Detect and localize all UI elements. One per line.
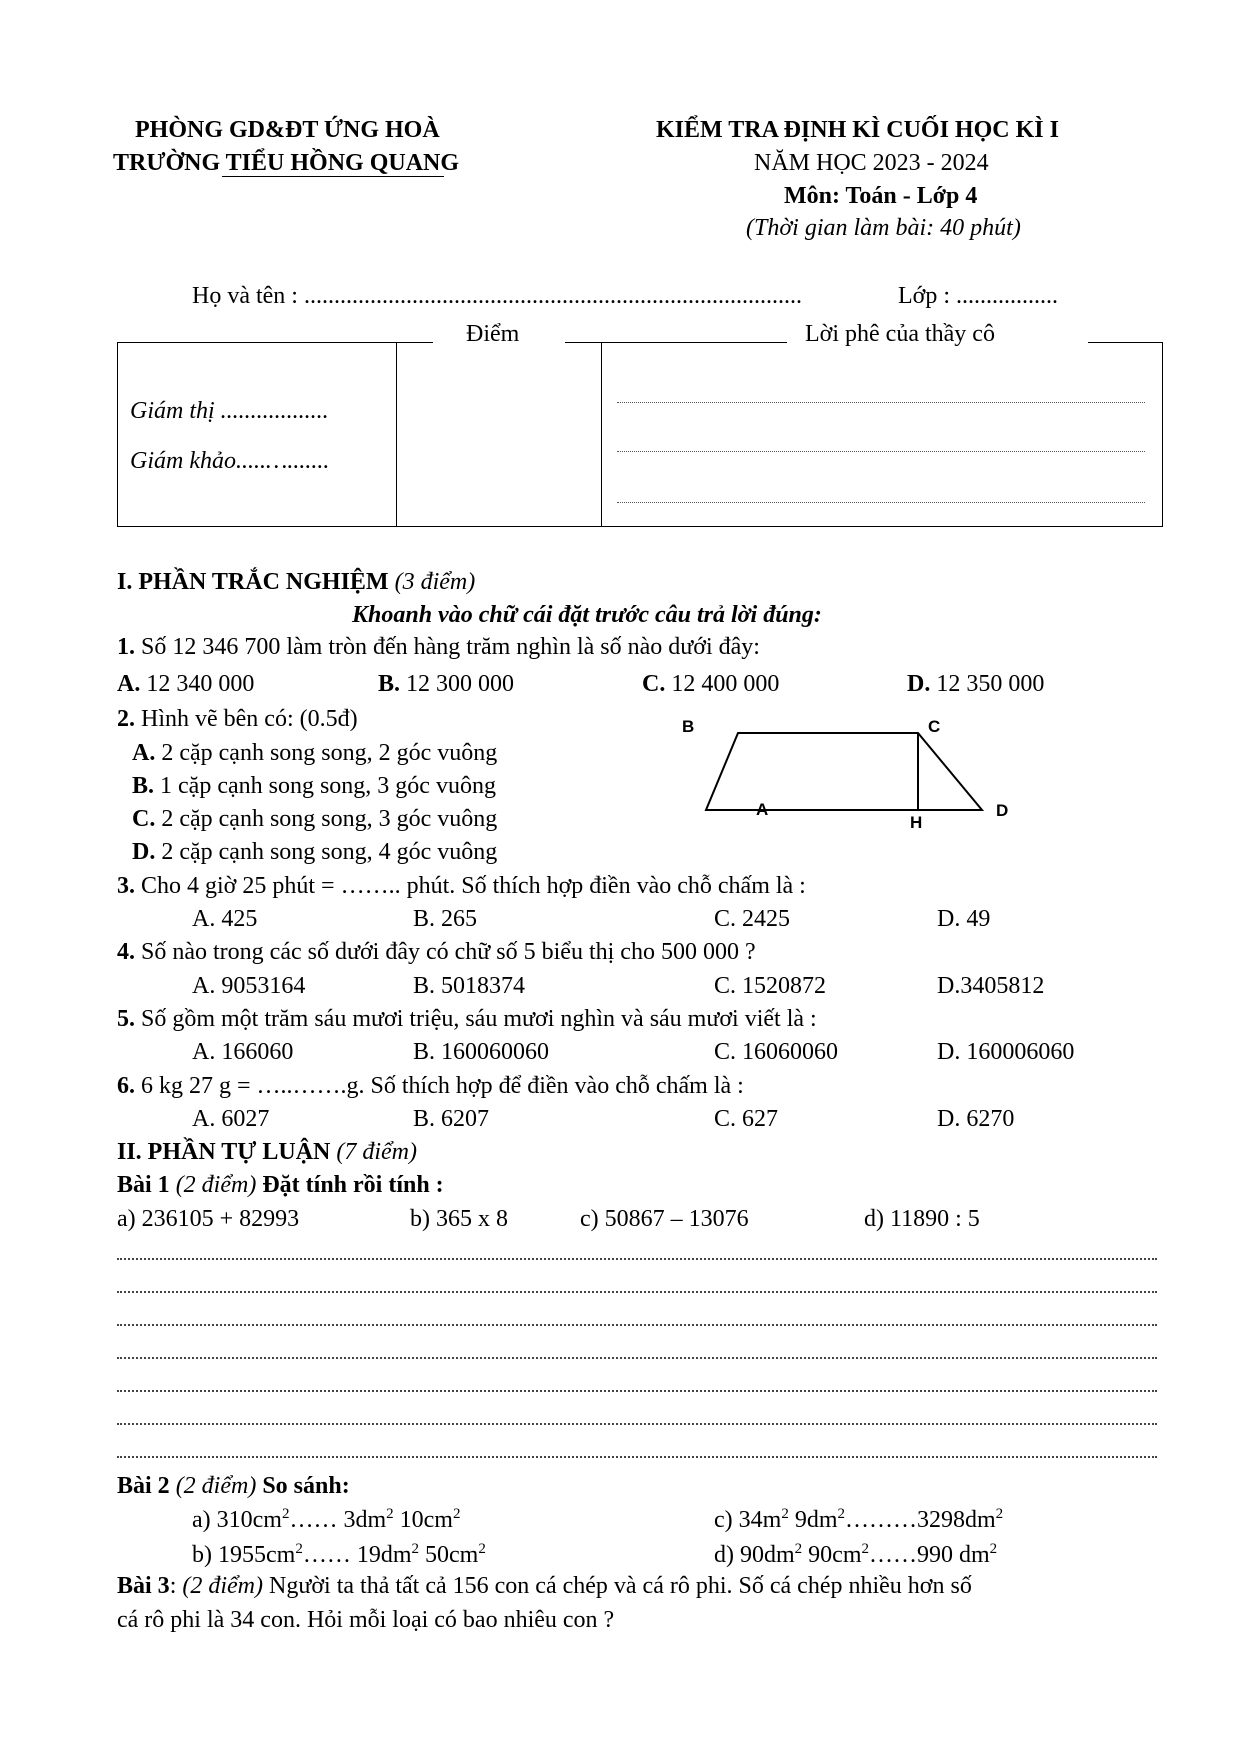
part1-heading xyxy=(117,568,475,597)
part: a) 310cm xyxy=(192,1507,282,1533)
exercise-2d xyxy=(714,1540,997,1570)
table-divider-1 xyxy=(396,343,397,527)
trapezoid-shape xyxy=(706,733,982,810)
question-1 xyxy=(117,633,760,662)
exercise-text: Người ta thả tất cả 156 con cá chép và cá rô phi. Số cá chép nhiều hơn số xyxy=(263,1573,972,1599)
option-letter: C. xyxy=(642,671,666,697)
exercise-colon: : xyxy=(169,1573,183,1599)
option-text: 12 400 000 xyxy=(671,671,780,697)
question-number: 4. xyxy=(117,939,135,965)
exp: 2 xyxy=(386,1506,394,1522)
q6-option-c[interactable]: C. 627 xyxy=(714,1106,779,1132)
option-letter: D. xyxy=(907,671,931,697)
exp: 2 xyxy=(411,1541,419,1557)
question-3 xyxy=(117,872,806,901)
q1-option-c[interactable] xyxy=(642,670,779,699)
exercise-label: Bài 3 xyxy=(117,1573,170,1599)
q4-option-a[interactable]: A. 9053164 xyxy=(192,973,306,999)
question-text: Số 12 346 700 làm tròn đến hàng trăm nghìn là số nào dưới đây: xyxy=(141,634,760,660)
part2-heading xyxy=(117,1138,417,1167)
question-5 xyxy=(117,1005,817,1034)
exercise-2b xyxy=(192,1540,486,1570)
option-letter: D. xyxy=(132,839,156,865)
question-number: 5. xyxy=(117,1006,135,1032)
answer-line-1[interactable] xyxy=(117,1258,1157,1260)
exercise-2a xyxy=(192,1505,460,1535)
q2-option-a[interactable] xyxy=(132,739,497,768)
exp: 2 xyxy=(478,1541,486,1557)
q3-option-c[interactable]: C. 2425 xyxy=(714,906,791,932)
question-number: 6. xyxy=(117,1073,135,1099)
score-table xyxy=(117,343,1163,527)
exp: 2 xyxy=(295,1541,303,1557)
exp: 2 xyxy=(281,1506,290,1522)
option-letter: A. xyxy=(132,740,156,766)
exercise-1c: c) 50867 – 13076 xyxy=(580,1206,749,1232)
part2-points: (7 điểm) xyxy=(336,1139,417,1165)
option-text: 12 350 000 xyxy=(936,671,1045,697)
part: ………3298dm xyxy=(844,1507,996,1533)
school-department: PHÒNG GD&ĐT ỨNG HOÀ xyxy=(135,117,440,143)
question-4 xyxy=(117,938,756,967)
answer-line-7[interactable] xyxy=(117,1456,1157,1458)
q6-option-d[interactable]: D. 6270 xyxy=(937,1106,1015,1132)
q4-option-d[interactable]: D.3405812 xyxy=(937,973,1045,999)
student-name-field[interactable]: Họ và tên : ................................................................................... xyxy=(192,283,802,309)
exercise-points: (2 điểm) xyxy=(182,1573,263,1599)
question-text: Hình vẽ bên có: (0.5đ) xyxy=(141,706,358,732)
exercise-1a: a) 236105 + 82993 xyxy=(117,1206,300,1232)
q5-option-d[interactable]: D. 160006060 xyxy=(937,1039,1075,1065)
label-h: H xyxy=(910,813,923,830)
question-text: Cho 4 giờ 25 phút = …….. phút. Số thích hợp điền vào chỗ chấm là : xyxy=(141,873,806,899)
answer-line-5[interactable] xyxy=(117,1390,1157,1392)
exercise-2c xyxy=(714,1505,1003,1535)
q5-option-a[interactable]: A. 166060 xyxy=(192,1039,294,1065)
part1-instruction: Khoanh vào chữ cái đặt trước câu trả lời đúng: xyxy=(352,602,822,628)
q4-option-c[interactable]: C. 1520872 xyxy=(714,973,827,999)
option-letter: A. xyxy=(117,671,141,697)
option-text: 12 300 000 xyxy=(406,671,515,697)
exercise-3-line1 xyxy=(117,1572,972,1601)
exercise-points: (2 điểm) xyxy=(175,1473,257,1499)
exercise-label: Bài 1 xyxy=(117,1172,170,1198)
comment-line-1[interactable] xyxy=(617,402,1145,403)
q4-option-b[interactable]: B. 5018374 xyxy=(413,973,526,999)
part: ……990 dm xyxy=(869,1542,990,1568)
answer-line-3[interactable] xyxy=(117,1324,1157,1326)
exercise-label: Bài 2 xyxy=(117,1473,170,1499)
school-name: TRƯỜNG TIỂU HỒNG QUANG xyxy=(113,150,460,176)
exercise-1b: b) 365 x 8 xyxy=(410,1206,508,1232)
q1-option-d[interactable] xyxy=(907,670,1044,699)
question-text: Số nào trong các số dưới đây có chữ số 5 biểu thị cho 500 000 ? xyxy=(141,939,756,965)
option-letter: C. xyxy=(132,806,156,832)
answer-line-2[interactable] xyxy=(117,1291,1157,1293)
q2-option-d[interactable] xyxy=(132,838,497,867)
label-c: C xyxy=(928,720,941,736)
exercise-points: (2 điểm) xyxy=(175,1172,257,1198)
q5-option-b[interactable]: B. 160060060 xyxy=(413,1039,550,1065)
label-a: A xyxy=(756,800,769,819)
part: d) 90dm xyxy=(714,1542,795,1568)
proctor-label: Giám thị .................. xyxy=(130,398,329,424)
part2-title: II. PHẦN TỰ LUẬN xyxy=(117,1139,331,1165)
q6-option-b[interactable]: B. 6207 xyxy=(413,1106,490,1132)
comment-line-3[interactable] xyxy=(617,502,1145,503)
exp: 2 xyxy=(452,1506,461,1522)
exp: 2 xyxy=(995,1506,1004,1522)
part: 9dm xyxy=(788,1507,838,1533)
part: …… 19dm xyxy=(302,1542,412,1568)
option-text: 12 340 000 xyxy=(146,671,255,697)
q1-option-b[interactable] xyxy=(378,670,514,699)
question-text: Số gồm một trăm sáu mươi triệu, sáu mươi nghìn và sáu mươi viết là : xyxy=(141,1006,817,1032)
examiner-label: Giám khảo.....…....... xyxy=(130,448,330,474)
part: 50cm xyxy=(418,1542,479,1568)
comment-header: Lời phê của thầy cô xyxy=(805,321,995,347)
exercise-2-heading xyxy=(117,1472,350,1501)
exercise-title: So sánh: xyxy=(262,1473,350,1499)
question-6 xyxy=(117,1072,744,1101)
q2-option-c[interactable] xyxy=(132,805,497,834)
q2-option-b[interactable] xyxy=(132,772,496,801)
school-name-underline xyxy=(222,176,444,177)
answer-line-4[interactable] xyxy=(117,1357,1157,1359)
q6-option-a[interactable]: A. 6027 xyxy=(192,1106,270,1132)
q1-option-a[interactable] xyxy=(117,670,254,699)
exp: 2 xyxy=(794,1541,803,1557)
option-text: 2 cặp cạnh song song, 4 góc vuông xyxy=(161,839,498,865)
exercise-3-line2: cá rô phi là 34 con. Hỏi mỗi loại có bao nhiêu con ? xyxy=(117,1607,615,1633)
exp: 2 xyxy=(781,1506,789,1522)
comment-line-2[interactable] xyxy=(617,451,1145,452)
option-text: 1 cặp cạnh song song, 3 góc vuông xyxy=(160,773,496,799)
q3-option-b[interactable]: B. 265 xyxy=(413,906,478,932)
part1-title: I. PHẦN TRẮC NGHIỆM xyxy=(117,569,389,595)
school-year: NĂM HỌC 2023 - 2024 xyxy=(754,150,989,176)
time-limit: (Thời gian làm bài: 40 phút) xyxy=(746,215,1021,241)
label-d: D xyxy=(996,801,1009,820)
part: 90cm xyxy=(802,1542,862,1568)
question-number: 2. xyxy=(117,706,135,732)
q3-option-d[interactable]: D. 49 xyxy=(937,906,991,932)
part: b) 1955cm xyxy=(192,1542,296,1568)
trapezoid-figure xyxy=(670,720,1030,830)
option-text: 2 cặp cạnh song song, 2 góc vuông xyxy=(161,740,498,766)
exp: 2 xyxy=(837,1506,845,1522)
option-text: 2 cặp cạnh song song, 3 góc vuông xyxy=(161,806,498,832)
exercise-1-heading xyxy=(117,1171,444,1200)
part: …… 3dm xyxy=(289,1507,387,1533)
q3-option-a[interactable]: A. 425 xyxy=(192,906,258,932)
label-b: B xyxy=(682,720,695,736)
part: c) 34m xyxy=(714,1507,782,1533)
score-header: Điểm xyxy=(466,321,520,347)
q5-option-c[interactable]: C. 16060060 xyxy=(714,1039,839,1065)
part1-points: (3 điểm) xyxy=(394,569,476,595)
exp: 2 xyxy=(861,1541,869,1557)
question-number: 1. xyxy=(117,634,135,660)
exp: 2 xyxy=(989,1541,998,1557)
part: 10cm xyxy=(393,1507,453,1533)
option-letter: B. xyxy=(378,671,401,697)
question-number: 3. xyxy=(117,873,135,899)
student-class-field[interactable]: Lớp : ................. xyxy=(898,283,1059,309)
question-text: 6 kg 27 g = …..…….g. Số thích hợp để điền vào chỗ chấm là : xyxy=(141,1073,744,1099)
exercise-title: Đặt tính rồi tính : xyxy=(262,1172,444,1198)
question-2 xyxy=(117,705,358,734)
subject: Môn: Toán - Lớp 4 xyxy=(784,183,978,209)
option-letter: B. xyxy=(132,773,155,799)
exam-title: KIỂM TRA ĐỊNH KÌ CUỐI HỌC KÌ I xyxy=(656,117,1059,143)
exercise-1d: d) 11890 : 5 xyxy=(864,1206,980,1232)
table-divider-2 xyxy=(601,343,602,527)
answer-line-6[interactable] xyxy=(117,1423,1157,1425)
